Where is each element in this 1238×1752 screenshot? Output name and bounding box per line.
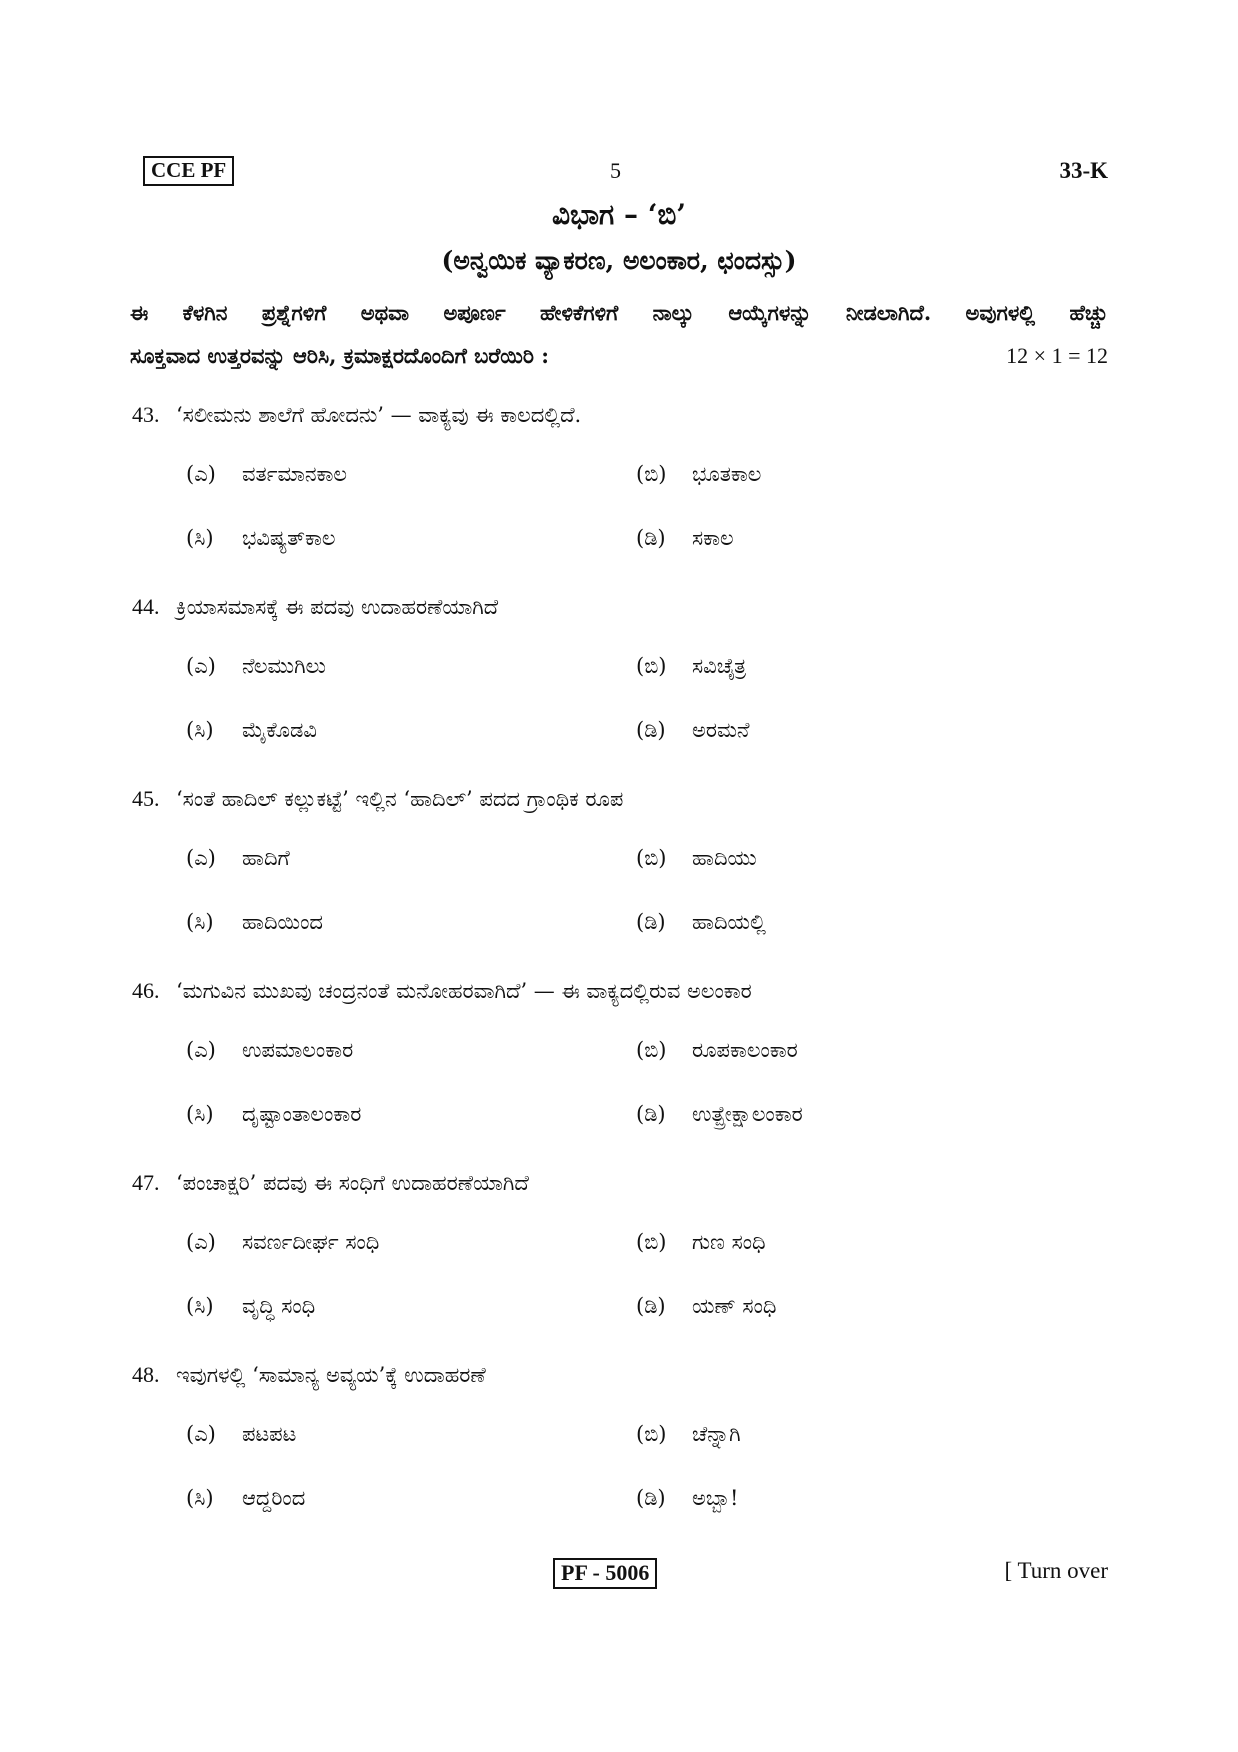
question [132, 402, 581, 428]
option-a [186, 654, 326, 679]
option-c [186, 526, 335, 551]
question-number: 43. [132, 402, 160, 427]
question-number: 48. [132, 1362, 160, 1387]
option-label: (ಬಿ) [636, 654, 667, 678]
option-d [636, 718, 749, 743]
option-a [186, 1038, 353, 1063]
question [132, 786, 623, 812]
option-text: ಸವರ್ಣದೀರ್ಘ ಸಂಧಿ [242, 1230, 380, 1254]
question-number: 44. [132, 594, 160, 619]
footer-paper-code: PF - 5006 [553, 1558, 657, 1589]
option-text: ಭವಿಷ್ಯತ್‌ಕಾಲ [242, 526, 336, 550]
option-d [636, 1486, 738, 1511]
question-text: ‘ಸಂತೆ ಹಾದಿಲ್ ಕಲ್ಲುಕಟ್ಟೆ’ ಇಲ್ಲಿನ ‘ಹಾದಿಲ್’ ಪದದ ಗ್ರಾಂಥಿಕ ರೂಪ [176, 787, 624, 811]
option-text: ವೃದ್ಧಿ ಸಂಧಿ [242, 1294, 316, 1318]
option-label: (ಸಿ) [186, 910, 214, 934]
question-text: ‘ಪಂಚಾಕ್ಷರಿ’ ಪದವು ಈ ಸಂಧಿಗೆ ಉದಾಹರಣೆಯಾಗಿದೆ [176, 1171, 529, 1195]
option-text: ಅರಮನೆ [692, 718, 750, 742]
instructions-line-2: ಸೂಕ್ತವಾದ ಉತ್ತರವನ್ನು ಆರಿಸಿ, ಕ್ರಮಾಕ್ಷರದೊಂದಿಗೆ ಬರೆಯಿರಿ : [130, 343, 549, 368]
option-label: (ಎ) [186, 1422, 216, 1446]
option-text: ಉತ್ಪ್ರೇಕ್ಷಾಲಂಕಾರ [692, 1102, 803, 1126]
question-number: 47. [132, 1170, 160, 1195]
instructions-line-1: ಈ ಕೆಳಗಿನ ಪ್ರಶ್ನೆಗಳಿಗೆ ಅಥವಾ ಅಪೂರ್ಣ ಹೇಳಿಕೆಗಳಿಗೆ ನಾಲ್ಕು ಆಯ್ಕೆಗಳನ್ನು ನೀಡಲಾಗಿದೆ. ಅವುಗಳಲ್ಲಿ ಹೆಚ್ಚು [130, 300, 1108, 325]
option-text: ನೆಲಮುಗಿಲು [242, 654, 326, 678]
paper-code-box: CCE PF [143, 156, 234, 186]
option-c [186, 1294, 315, 1319]
option-label: (ಬಿ) [636, 1038, 667, 1062]
option-text: ಹಾದಿಯು [692, 846, 757, 870]
option-label: (ಬಿ) [636, 1422, 667, 1446]
page-number: 5 [610, 158, 621, 183]
option-a [186, 846, 290, 871]
question-number: 46. [132, 978, 160, 1003]
option-label: (ಡಿ) [636, 1102, 666, 1126]
option-d [636, 910, 766, 935]
option-text: ಸಕಾಲ [692, 526, 734, 550]
option-label: (ಎ) [186, 1230, 216, 1254]
option-label: (ಡಿ) [636, 1486, 666, 1510]
question-text: ಕ್ರಿಯಾಸಮಾಸಕ್ಕೆ ಈ ಪದವು ಉದಾಹರಣೆಯಾಗಿದೆ [176, 595, 499, 619]
option-text: ಭೂತಕಾಲ [692, 462, 762, 486]
option-text: ಗುಣ ಸಂಧಿ [692, 1230, 766, 1254]
option-a [186, 1230, 379, 1255]
question [132, 978, 752, 1004]
question [132, 1170, 529, 1196]
marks-allocation: 12 × 1 = 12 [1006, 343, 1108, 368]
option-b [636, 462, 761, 487]
question-text: ‘ಮಗುವಿನ ಮುಖವು ಚಂದ್ರನಂತೆ ಮನೋಹರವಾಗಿದೆ’ — ಈ ವಾಕ್ಯದಲ್ಲಿರುವ ಅಲಂಕಾರ [176, 979, 752, 1003]
question [132, 1362, 486, 1388]
option-text: ಮೈಕೊಡವಿ [242, 718, 317, 742]
question-text: ಇವುಗಳಲ್ಲಿ ‘ಸಾಮಾನ್ಯ ಅವ್ಯಯ’ಕ್ಕೆ ಉದಾಹರಣೆ [176, 1363, 486, 1387]
option-label: (ಡಿ) [636, 910, 666, 934]
option-label: (ಸಿ) [186, 1486, 214, 1510]
option-label: (ಎ) [186, 1038, 216, 1062]
option-label: (ಸಿ) [186, 1102, 214, 1126]
option-label: (ಎ) [186, 462, 216, 486]
option-b [636, 1422, 741, 1447]
option-text: ಹಾದಿಯಲ್ಲಿ [692, 910, 766, 934]
option-b [636, 1038, 798, 1063]
question-number: 45. [132, 786, 160, 811]
option-label: (ಸಿ) [186, 526, 214, 550]
option-label: (ಬಿ) [636, 1230, 667, 1254]
option-text: ಹಾದಿಗೆ [242, 846, 290, 870]
option-label: (ಸಿ) [186, 1294, 214, 1318]
option-d [636, 1102, 803, 1127]
option-label: (ಎ) [186, 654, 216, 678]
option-c [186, 1486, 305, 1511]
section-subtitle: (ಅನ್ವಯಿಕ ವ್ಯಾಕರಣ, ಅಲಂಕಾರ, ಛಂದಸ್ಸು) [441, 246, 797, 275]
option-text: ರೂಪಕಾಲಂಕಾರ [692, 1038, 798, 1062]
option-label: (ಬಿ) [636, 846, 667, 870]
option-label: (ಬಿ) [636, 462, 667, 486]
option-text: ವರ್ತಮಾನಕಾಲ [242, 462, 348, 486]
option-c [186, 1102, 361, 1127]
section-title: ವಿಭಾಗ – ‘ಬಿ’ [551, 198, 687, 231]
option-text: ಹಾದಿಯಿಂದ [242, 910, 323, 934]
option-label: (ಎ) [186, 846, 216, 870]
option-label: (ಡಿ) [636, 718, 666, 742]
option-text: ದೃಷ್ಟಾಂತಾಲಂಕಾರ [242, 1102, 362, 1126]
option-c [186, 718, 317, 743]
option-label: (ಸಿ) [186, 718, 214, 742]
option-d [636, 526, 734, 551]
option-text: ಚೆನ್ನಾಗಿ [692, 1422, 741, 1446]
question [132, 594, 498, 620]
option-text: ಉಪಮಾಲಂಕಾರ [242, 1038, 354, 1062]
option-d [636, 1294, 776, 1319]
subject-code: 33-K [1059, 158, 1108, 183]
turn-over-note: [ Turn over [1004, 1558, 1108, 1583]
question-text: ‘ಸಲೀಮನು ಶಾಲೆಗೆ ಹೋದನು’ — ವಾಕ್ಯವು ಈ ಕಾಲದಲ್ಲಿದೆ. [176, 403, 582, 427]
option-text: ಅಬ್ಬಾ! [692, 1486, 739, 1510]
option-c [186, 910, 323, 935]
option-text: ಪಟಪಟ [242, 1422, 297, 1446]
option-a [186, 1422, 296, 1447]
option-text: ಯಣ್ ಸಂಧಿ [692, 1294, 777, 1318]
option-a [186, 462, 347, 487]
option-b [636, 846, 757, 871]
option-b [636, 1230, 766, 1255]
option-text: ಸವಿಚೈತ್ರ [692, 654, 747, 678]
option-label: (ಡಿ) [636, 1294, 666, 1318]
option-label: (ಡಿ) [636, 526, 666, 550]
option-b [636, 654, 746, 679]
option-text: ಆದ್ದರಿಂದ [242, 1486, 306, 1510]
